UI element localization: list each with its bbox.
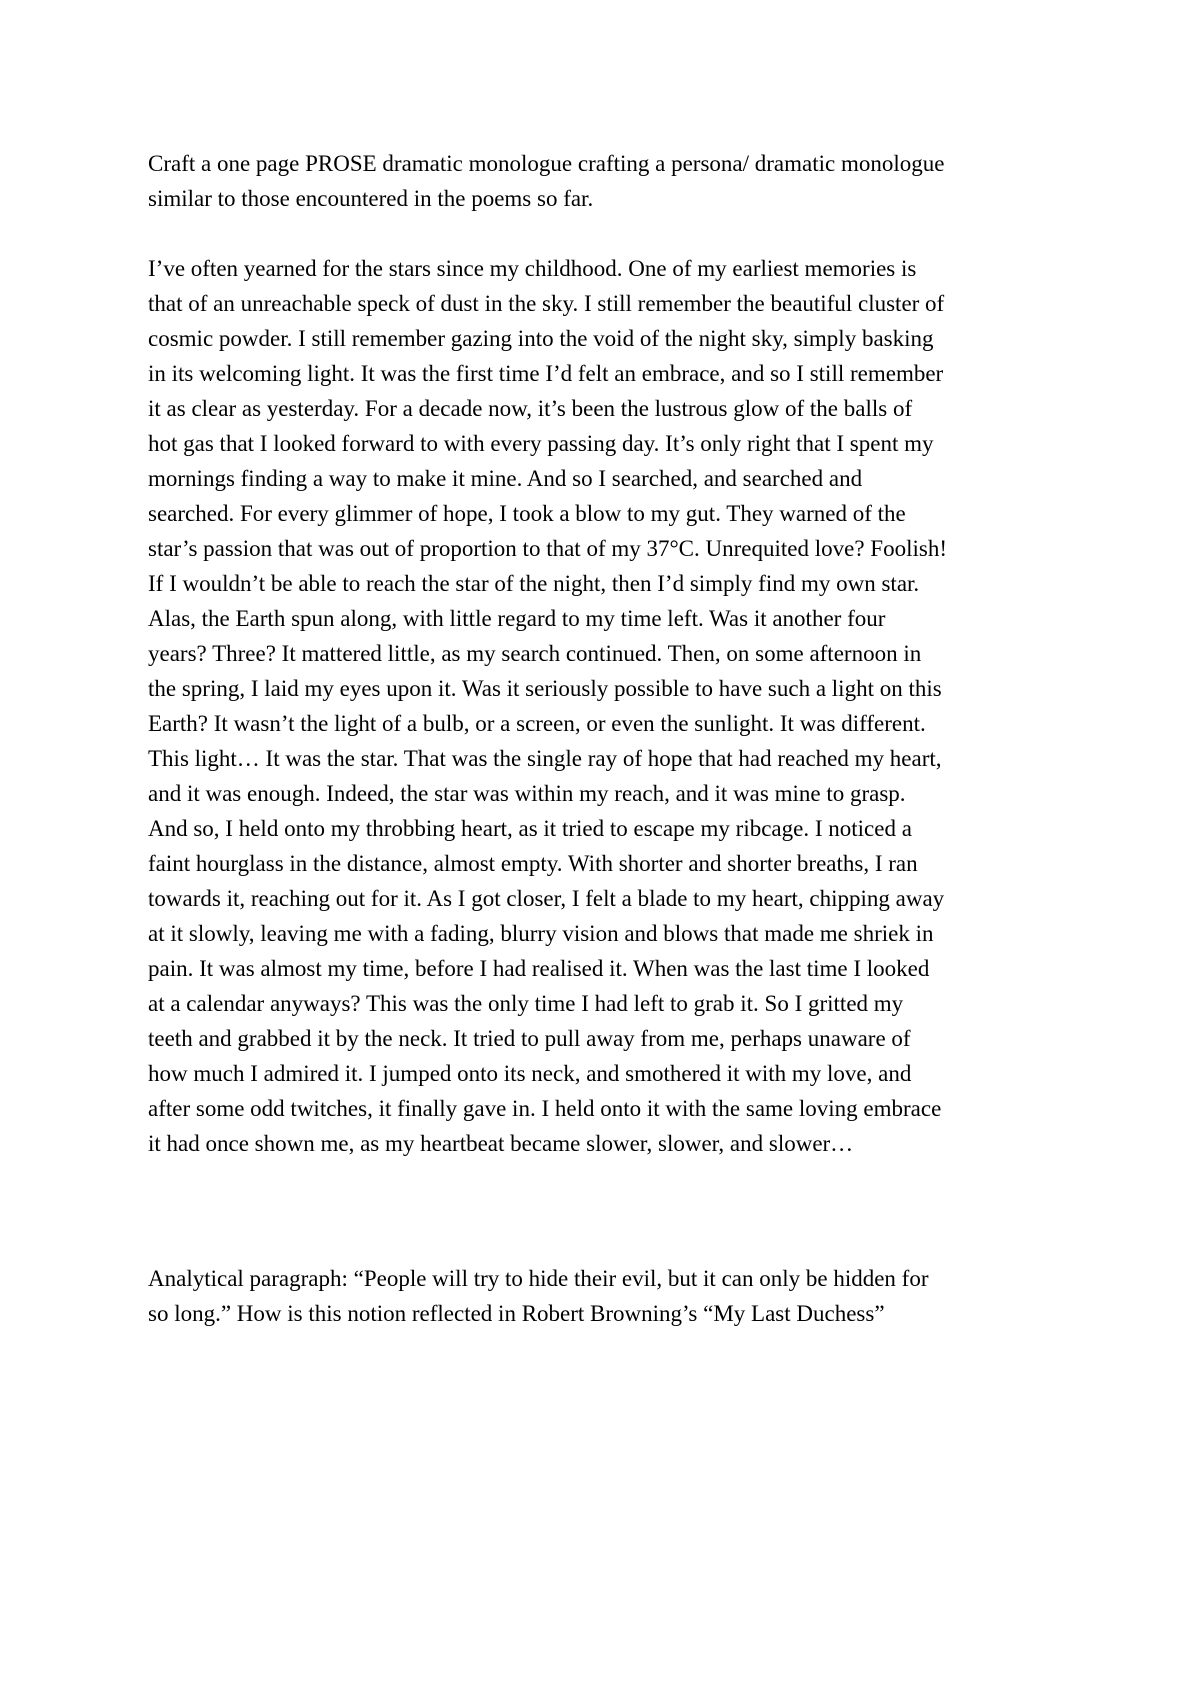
- monologue-paragraph: I’ve often yearned for the stars since my childhood. One of my earliest memories is that of an unreachable speck of dust in the sky. I still remember the beautiful cluster of cosmic powder. I still remember gazing into the void of the night sky, simply basking in its welcoming light. It was the first time I’d felt an embrace, and so I still remember it as clear as yesterday. For a decade now, it’s been the lustrous glow of the balls of hot gas that I looked forward to with every passing day. It’s only right that I spent my mornings finding a way to make it mine. And so I searched, and searched and searched. For every glimmer of hope, I took a blow to my gut. They warned of the star’s passion that was out of proportion to that of my 37°C. Unrequited love? Foolish! If I wouldn’t be able to reach the star of the night, then I’d simply find my own star. Alas, the Earth spun along, with little regard to my time left. Was it another four years? Three? It mattered little, as my search continued. Then, on some afternoon in the spring, I laid my eyes upon it. Was it seriously possible to have such a light on this Earth? It wasn’t the light of a bulb, or a screen, or even the sunlight. It was different. This light… It was the star. That was the single ray of hope that had reached my heart, and it was enough. Indeed, the star was within my reach, and it was mine to grasp. And so, I held onto my throbbing heart, as it tried to escape my ribcage. I noticed a faint hourglass in the distance, almost empty. With shorter and shorter breaths, I ran towards it, reaching out for it. As I got closer, I felt a blade to my heart, chipping away at it slowly, leaving me with a fading, blurry vision and blows that made me shriek in pain. It was almost my time, before I had realised it. When was the last time I looked at a calendar anyways? This was the only time I had left to grab it. So I gritted my teeth and grabbed it by the neck. It tried to pull away from me, perhaps unaware of how much I admired it. I jumped onto its neck, and smothered it with my love, and after some odd twitches, it finally gave in. I held onto it with the same loving embrace it had once shown me, as my heartbeat became slower, slower, and slower…: [148, 256, 947, 1156]
- analytical-paragraph-prompt: Analytical paragraph: “People will try to hide their evil, but it can only be hidden for so long.” How is this notion reflected in Robert Browning’s “My Last Duchess”: [148, 1266, 929, 1326]
- assignment-prompt: Craft a one page PROSE dramatic monologue crafting a persona/ dramatic monologue similar to those encountered in the poems so far.: [148, 151, 945, 211]
